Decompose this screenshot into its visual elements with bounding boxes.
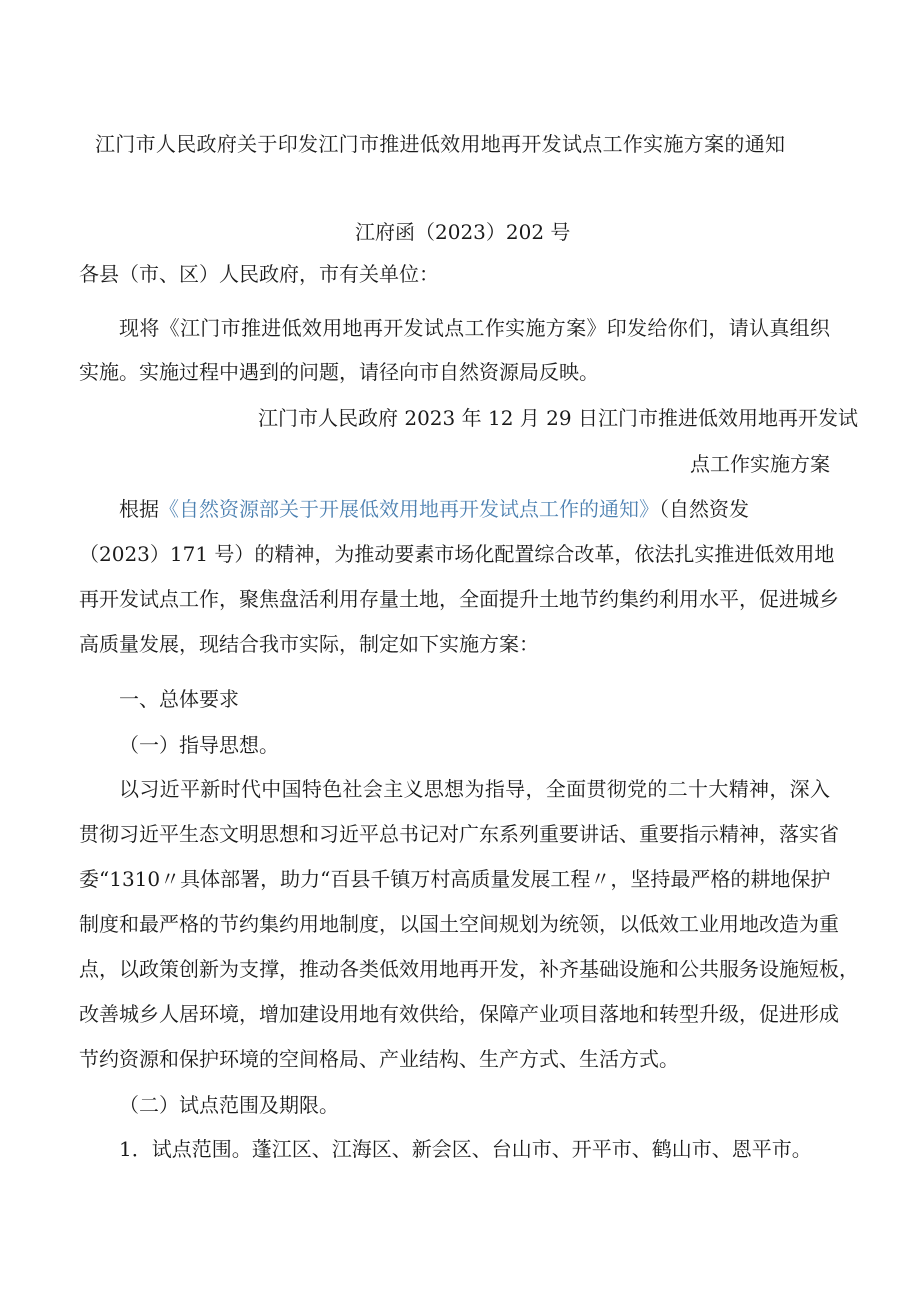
basis-link[interactable]: 《自然资源部关于开展低效用地再开发试点工作的通知》: [159, 497, 659, 521]
notice-line-1: 现将《江门市推进低效用地再开发试点工作实施方案》印发给你们，请认真组织: [119, 316, 830, 340]
signature-line-2: 点工作实施方案: [690, 452, 830, 476]
notice-line-2: 实施。实施过程中遇到的问题，请径向市自然资源局反映。: [79, 360, 599, 384]
guiding-line-5: 点，以政策创新为支撑，推动各类低效用地再开发，补齐基础设施和公共服务设施短板，: [79, 957, 859, 981]
document-number: 江府函（2023）202 号: [355, 220, 571, 244]
subsection-heading-2: （二）试点范围及期限。: [119, 1093, 339, 1117]
guiding-line-7: 节约资源和保护环境的空间格局、产业结构、生产方式、生活方式。: [79, 1047, 679, 1071]
guiding-line-4: 制度和最严格的节约集约用地制度，以国土空间规划为统领，以低效工业用地改造为重: [79, 912, 839, 936]
greeting: 各县（市、区）人民政府，市有关单位：: [79, 262, 439, 286]
signature-line-1: 江门市人民政府 2023 年 12 月 29 日江门市推进低效用地再开发试: [258, 406, 858, 430]
basis-prefix: 根据: [119, 497, 159, 521]
scope-line: 1．试点范围。蓬江区、江海区、新会区、台山市、开平市、鹤山市、恩平市。: [119, 1137, 812, 1161]
guiding-line-2: 贯彻习近平生态文明思想和习近平总书记对广东系列重要讲话、重要指示精神，落实省: [79, 822, 839, 846]
basis-suffix: （自然资发: [659, 497, 749, 521]
basis-line-2: （2023）171 号）的精神，为推动要素市场化配置综合改革，依法扎实推进低效用地: [79, 542, 835, 566]
basis-line-4: 高质量发展，现结合我市实际，制定如下实施方案：: [79, 632, 539, 656]
guiding-line-1: 以习近平新时代中国特色社会主义思想为指导，全面贯彻党的二十大精神，深入: [119, 777, 830, 801]
document-title: 江门市人民政府关于印发江门市推进低效用地再开发试点工作实施方案的通知: [95, 132, 785, 156]
guiding-line-3: 委“1310〃具体部署，助力“百县千镇万村高质量发展工程〃，坚持最严格的耕地保护: [79, 867, 831, 891]
section-heading-1: 一、总体要求: [119, 687, 239, 711]
subsection-heading-1: （一）指导思想。: [119, 733, 279, 757]
basis-line-1: [119, 495, 759, 523]
guiding-line-6: 改善城乡人居环境，增加建设用地有效供给，保障产业项目落地和转型升级，促进形成: [79, 1002, 839, 1026]
basis-line-3: 再开发试点工作，聚焦盘活利用存量土地，全面提升土地节约集约利用水平，促进城乡: [79, 587, 839, 611]
